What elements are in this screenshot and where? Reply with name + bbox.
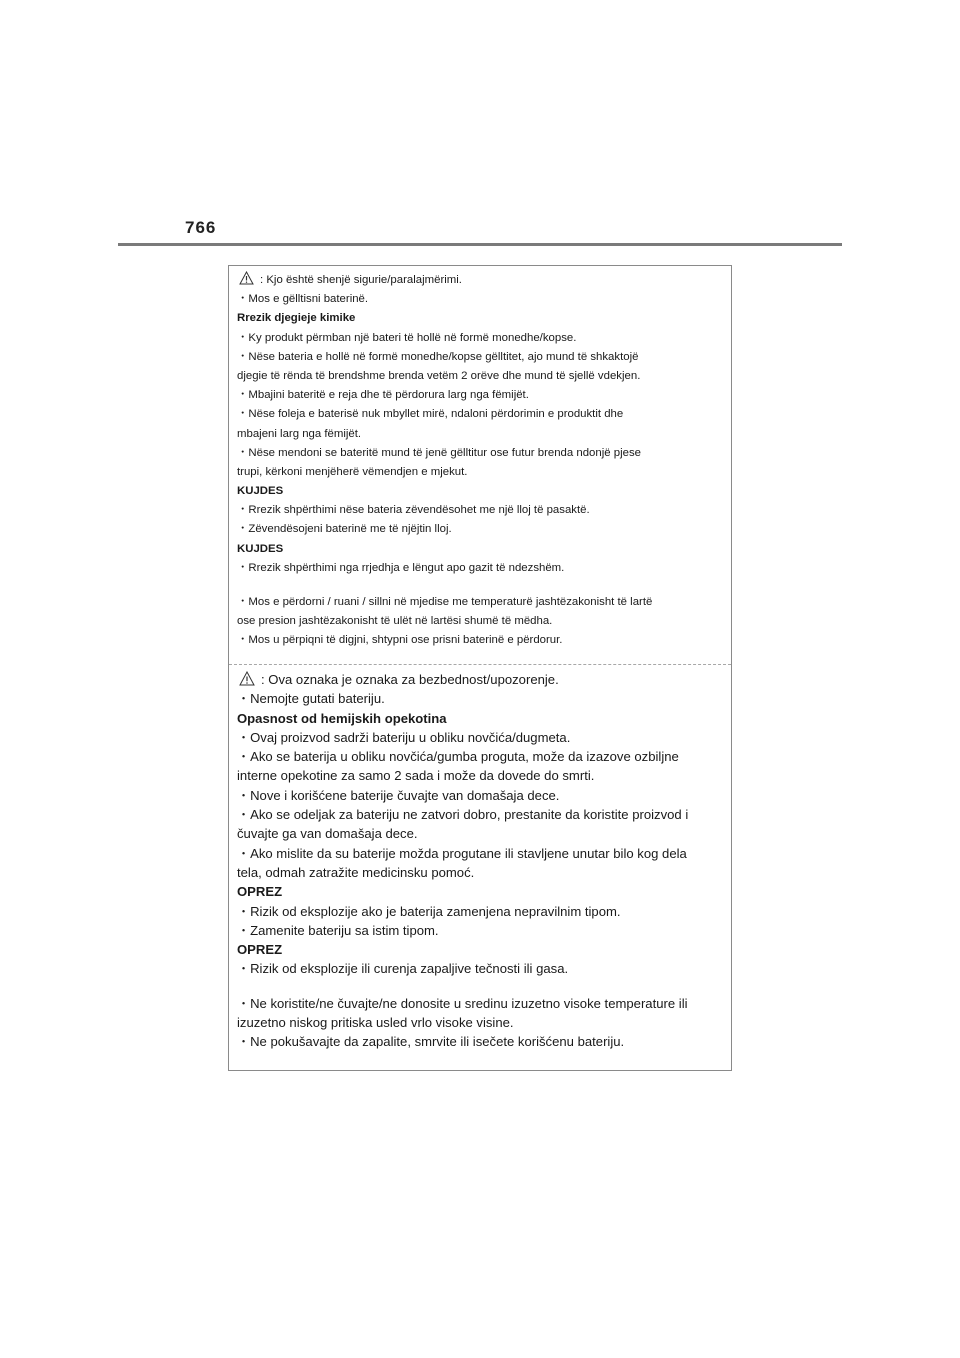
serbian-warning-section xyxy=(237,670,723,1052)
battery-warning-box xyxy=(228,265,732,1071)
albanian-line: ・Nëse mendoni se bateritë mund të jenë gëlltitur ose futur brenda ndonjë pjese xyxy=(237,446,641,459)
serbian-line: ・Nove i korišćene baterije čuvajte van domašaja dece. xyxy=(237,787,560,803)
serbian-line: ・Nemojte gutati bateriju. xyxy=(237,691,385,707)
albanian-heading: KUJDES xyxy=(237,542,284,555)
albanian-warning-text: : Kjo është shenjë sigurie/paralajmërimi. xyxy=(260,274,462,286)
serbian-line: interne opekotine za samo 2 sada i može da dovede do smrti. xyxy=(237,768,595,784)
serbian-line: ・Ne koristite/ne čuvajte/ne donosite u sredinu izuzetno visoke temperature ili xyxy=(237,995,688,1011)
paragraph-gap xyxy=(237,578,723,593)
albanian-line: ・Rrezik shpërthimi nga rrjedhja e lëngut apo gazit të ndezshëm. xyxy=(237,561,565,574)
serbian-line: tela, odmah zatražite medicinsku pomoć. xyxy=(237,864,475,880)
albanian-line: ・Rrezik shpërthimi nëse bateria zëvendësohet me një lloj të pasaktë. xyxy=(237,504,590,517)
albanian-line: djegie të rënda të brendshme brenda vetëm 2 orëve dhe mund të sjellë vdekjen. xyxy=(237,369,641,382)
albanian-line: ・Mos e gëlltisni baterinë. xyxy=(237,293,369,306)
albanian-warning-heading xyxy=(237,271,723,290)
serbian-heading: OPREZ xyxy=(237,884,283,900)
serbian-line: ・Ako se baterija u obliku novčića/gumba proguta, može da izazove ozbiljne xyxy=(237,749,679,765)
serbian-warning-heading xyxy=(237,670,723,689)
serbian-line: ・Rizik od eksplozije ako je baterija zamenjena nepravilnim tipom. xyxy=(237,903,621,919)
serbian-heading: Opasnost od hemijskih opekotina xyxy=(237,710,447,726)
albanian-line: ・Ky produkt përmban një bateri të hollë në formë monedhe/kopse. xyxy=(237,331,577,344)
albanian-line: ・Mos u përpiqni të digjni, shtypni ose prisni baterinë e përdorur. xyxy=(237,634,563,647)
albanian-line: ・Nëse foleja e baterisë nuk mbyllet mirë, ndaloni përdorimin e produktit dhe xyxy=(237,408,624,421)
page-number: 766 xyxy=(185,218,217,237)
serbian-line: ・Ako se odeljak za bateriju ne zatvori dobro, prestanite da koristite proizvod i xyxy=(237,807,689,823)
serbian-line: čuvajte ga van domašaja dece. xyxy=(237,826,418,842)
serbian-line: ・Zamenite bateriju sa istim tipom. xyxy=(237,922,439,938)
albanian-line: mbajeni larg nga fëmijët. xyxy=(237,427,362,440)
albanian-heading: KUJDES xyxy=(237,485,284,498)
albanian-line: ・Zëvendësojeni baterinë me të njëjtin lloj. xyxy=(237,523,452,536)
warning-triangle-icon xyxy=(239,671,255,686)
serbian-line: ・Ne pokušavajte da zapalite, smrvite ili isečete korišćenu bateriju. xyxy=(237,1034,625,1050)
serbian-line: izuzetno niskog pritiska usled vrlo visoke visine. xyxy=(237,1015,514,1031)
paragraph-gap xyxy=(237,979,723,994)
albanian-line: ・Nëse bateria e hollë në formë monedhe/kopse gëlltitet, ajo mund të shkaktojë xyxy=(237,350,639,363)
warning-triangle-icon xyxy=(239,271,254,285)
albanian-line: ・Mbajini bateritë e reja dhe të përdorura larg nga fëmijët. xyxy=(237,389,529,402)
serbian-line: ・Rizik od eksplozije ili curenja zapaljive tečnosti ili gasa. xyxy=(237,961,569,977)
albanian-warning-section xyxy=(237,271,723,651)
serbian-warning-text: : Ova oznaka je oznaka za bezbednost/upozorenje. xyxy=(261,672,559,687)
albanian-line: ・Mos e përdorni / ruani / sillni në mjedise me temperaturë jashtëzakonisht të lartë xyxy=(237,596,653,608)
albanian-heading: Rrezik djegieje kimike xyxy=(237,312,356,325)
header-rule xyxy=(118,243,842,246)
albanian-line: ose presion jashtëzakonisht të ulët në lartësi shumë të mëdha. xyxy=(237,615,553,628)
serbian-line: ・Ako mislite da su baterije možda progutane ili stavljene unutar bilo kog dela xyxy=(237,845,687,861)
section-divider xyxy=(229,664,731,665)
albanian-line: trupi, kërkoni menjëherë vëmendjen e mjekut. xyxy=(237,465,468,478)
serbian-heading: OPREZ xyxy=(237,942,283,958)
serbian-line: ・Ovaj proizvod sadrži bateriju u obliku novčića/dugmeta. xyxy=(237,729,571,745)
